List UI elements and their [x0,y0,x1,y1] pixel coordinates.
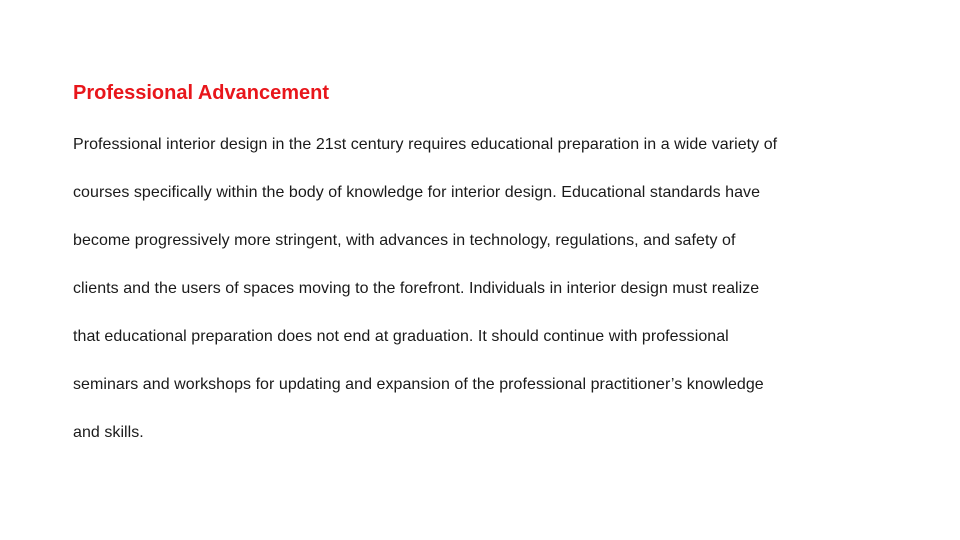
body-paragraph [73,134,777,470]
body-line: become progressively more stringent, with advances in technology, regulations, and safety of [73,232,736,249]
body-line: and skills. [73,424,144,441]
body-line: that educational preparation does not end at graduation. It should continue with professional [73,328,729,345]
body-line: courses specifically within the body of knowledge for interior design. Educational standards have [73,184,761,201]
slide-title: Professional Advancement [73,82,330,104]
body-line: seminars and workshops for updating and expansion of the professional practitioner’s knowledge [73,376,764,393]
body-line: clients and the users of spaces moving to the forefront. Individuals in interior design must realize [73,280,760,297]
body-line: Professional interior design in the 21st century requires educational preparation in a wide variety of [73,136,778,153]
